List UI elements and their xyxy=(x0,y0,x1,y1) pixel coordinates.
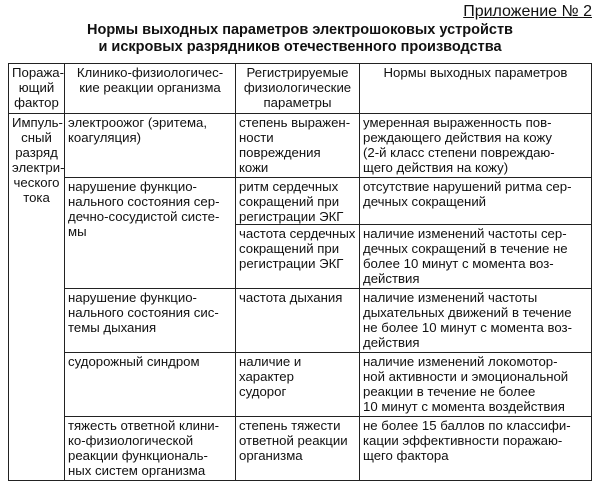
table-row xyxy=(9,353,592,417)
parameter-cell: частота сердечных сокращений при регистрации ЭКГ xyxy=(236,225,360,289)
norm-cell: не более 15 баллов по классифи- кации эффективности поражаю- щего фактора xyxy=(360,417,592,481)
reaction-cell: нарушение функцио- нального состояния сер- дечно-сосудистой систе- мы xyxy=(65,178,236,289)
norms-table xyxy=(8,63,592,481)
header-factor: Поража- ющий фактор xyxy=(9,64,65,114)
table-row xyxy=(9,178,592,225)
table-row xyxy=(9,417,592,481)
document-title-line-1: Нормы выходных параметров электрошоковых устройств xyxy=(87,22,513,38)
reaction-cell: тяжесть ответной клини- ко-физиологической реакции функциональ- ных систем организма xyxy=(65,417,236,481)
norm-cell: отсутствие нарушений ритма сер- дечных сокращений xyxy=(360,178,592,225)
appendix-label: Приложение № 2 xyxy=(463,3,592,20)
norm-cell: наличие изменений частоты дыхательных движений в течение не более 10 минут с момента воз- действия xyxy=(360,289,592,353)
header-norms: Нормы выходных параметров xyxy=(360,64,592,114)
norm-cell: наличие изменений локомотор- ной активности и эмоциональной реакции в течение не более 10 минут с момента воздействия xyxy=(360,353,592,417)
reaction-cell: нарушение функцио- нального состояния сис- темы дыхания xyxy=(65,289,236,353)
header-parameters: Регистрируемые физиологические параметры xyxy=(236,64,360,114)
parameter-cell: наличие и характер судорог xyxy=(236,353,360,417)
table-row xyxy=(9,114,592,178)
table-header-row xyxy=(9,64,592,114)
parameter-cell: ритм сердечных сокращений при регистрации ЭКГ xyxy=(236,178,360,225)
norm-cell: умеренная выраженность пов- реждающего действия на кожу (2-й класс степени повреждаю- щего действия на кожу) xyxy=(360,114,592,178)
parameter-cell: степень выражен- ности повреждения кожи xyxy=(236,114,360,178)
norm-cell: наличие изменений частоты сер- дечных сокращений в течение не более 10 минут с момента воз- действия xyxy=(360,225,592,289)
reaction-cell: электроожог (эритема, коагуляция) xyxy=(65,114,236,178)
document-title-line-2: и искровых разрядников отечественного производства xyxy=(98,39,502,55)
header-reactions: Клинико-физиологичес- кие реакции организма xyxy=(65,64,236,114)
reaction-cell: судорожный синдром xyxy=(65,353,236,417)
parameter-cell: частота дыхания xyxy=(236,289,360,353)
parameter-cell: степень тяжести ответной реакции организма xyxy=(236,417,360,481)
factor-cell: Импуль- сный разряд электри- ческого тока xyxy=(9,114,65,481)
table-row xyxy=(9,289,592,353)
